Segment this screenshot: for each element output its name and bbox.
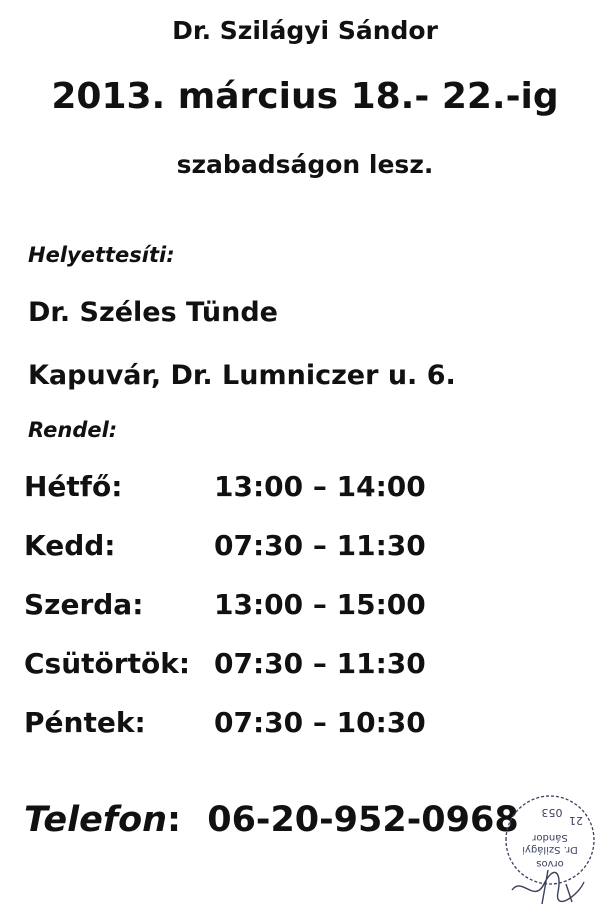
schedule-day: Kedd: <box>24 529 116 562</box>
schedule-time: 07:30 – 11:30 <box>214 647 426 680</box>
substitute-label: Helyettesíti: <box>28 243 175 267</box>
substitute-address: Kapuvár, Dr. Lumniczer u. 6. <box>28 360 456 391</box>
stamp-text-line4: 21 <box>569 814 583 827</box>
office-hours-label: Rendel: <box>28 418 118 442</box>
schedule-time: 13:00 – 15:00 <box>214 588 426 621</box>
substitute-name: Dr. Széles Tünde <box>28 297 278 328</box>
phone-line <box>24 800 519 840</box>
schedule-day: Péntek: <box>24 706 146 739</box>
stamp-text-line2: Dr. Szilágyi <box>522 844 578 855</box>
phone-label: Telefon <box>24 800 168 840</box>
schedule-day: Szerda: <box>24 588 144 621</box>
schedule-day: Csütörtök: <box>24 647 191 680</box>
schedule-time: 07:30 – 10:30 <box>214 706 426 739</box>
phone-colon: : <box>167 800 182 840</box>
doctor-name: Dr. Szilágyi Sándor <box>172 16 438 45</box>
stamp-rotated-group <box>506 796 594 884</box>
doctor-stamp-seal <box>500 792 600 907</box>
vacation-text: szabadságon lesz. <box>176 150 434 179</box>
stamp-text-line1: orvos <box>536 858 564 869</box>
stamp-text-line3: Sándor <box>532 832 568 843</box>
phone-number: 06-20-952-0968 <box>207 800 519 840</box>
vacation-date-range: 2013. március 18.- 22.-ig <box>51 76 559 117</box>
schedule-time: 07:30 – 11:30 <box>214 529 426 562</box>
schedule-day: Hétfő: <box>24 470 123 503</box>
stamp-text-line5: 053 <box>541 806 563 819</box>
schedule-time: 13:00 – 14:00 <box>214 470 426 503</box>
